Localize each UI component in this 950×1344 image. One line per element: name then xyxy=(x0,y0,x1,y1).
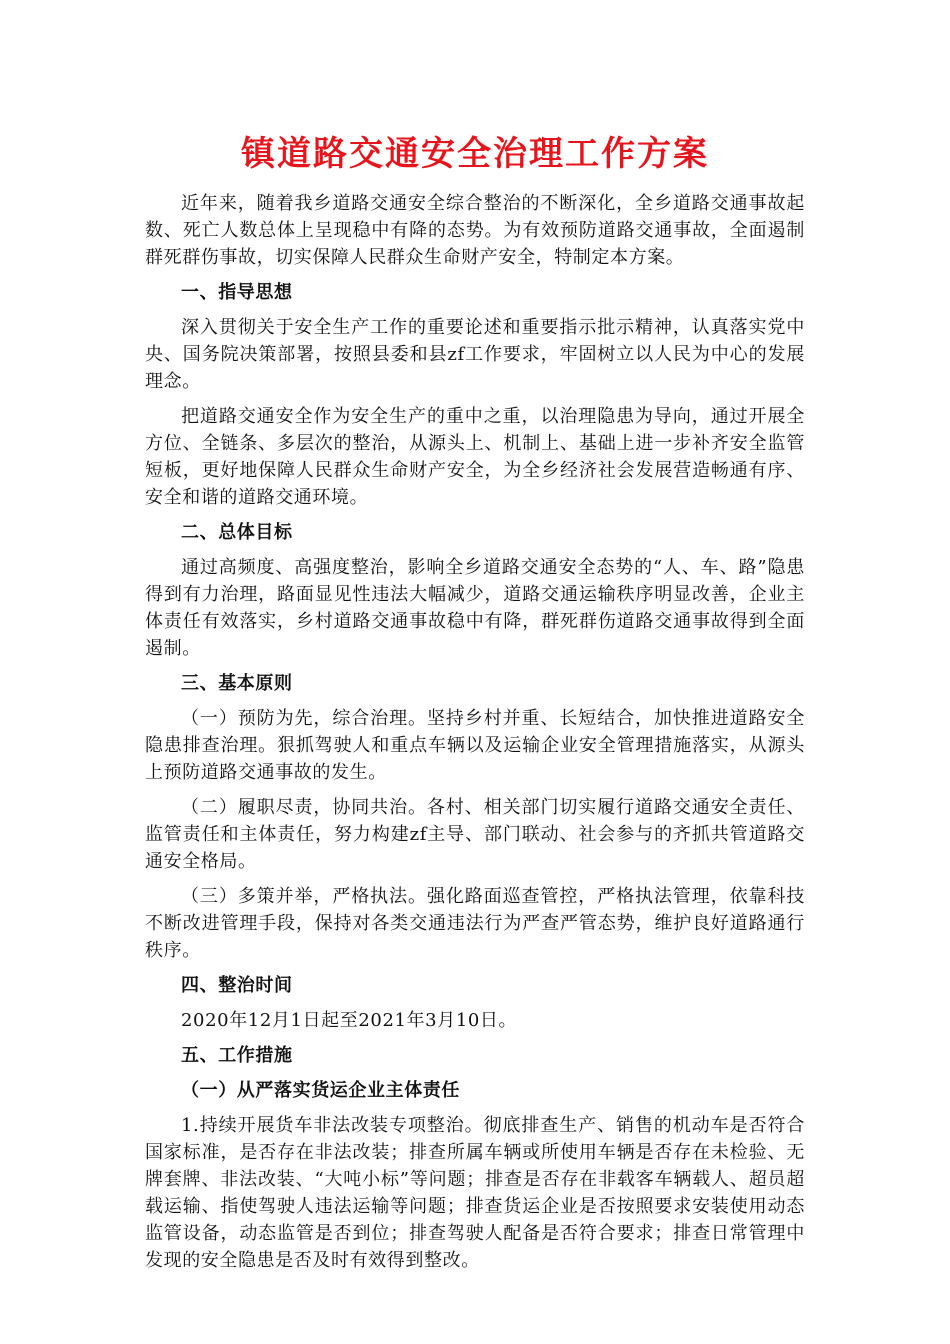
paragraph: 深入贯彻关于安全生产工作的重要论述和重要指示批示精神，认真落实党中央、国务院决策部署，按照县委和县zf工作要求，牢固树立以人民为中心的发展理念。 xyxy=(145,317,805,392)
intro-paragraph: 近年来，随着我乡道路交通安全综合整治的不断深化，全乡道路交通事故起数、死亡人数总体上呈现稳中有降的态势。为有效预防道路交通事故，全面遏制群死群伤事故，切实保障人民群众生命财产安全，特制定本方案。 xyxy=(145,193,805,268)
section-heading-work-measures: 五、工作措施 xyxy=(181,1045,293,1066)
document-title: 镇道路交通安全治理工作方案 xyxy=(241,134,709,174)
section-heading-guiding-ideology: 一、指导思想 xyxy=(181,282,293,303)
paragraph: （三）多策并举，严格执法。强化路面巡查管控，严格执法管理，依靠科技不断改进管理手段，保持对各类交通违法行为严查严管态势，维护良好道路通行秩序。 xyxy=(145,886,805,961)
paragraph: 把道路交通安全作为安全生产的重中之重，以治理隐患为导向，通过开展全方位、全链条、多层次的整治，从源头上、机制上、基础上进一步补齐安全监管短板，更好地保障人民群众生命财产安全，为全乡经济社会发展营造畅通有序、安全和谐的道路交通环境。 xyxy=(145,406,805,508)
paragraph: 1.持续开展货车非法改装专项整治。彻底排查生产、销售的机动车是否符合国家标准，是否存在非法改装；排查所属车辆或所使用车辆是否存在未检验、无牌套牌、非法改装、“大吨小标”等问题；排查是否存在非载客车辆载人、超员超载运输、指使驾驶人违法运输等问题；排查货运企业是否按照要求安装使用动态监管设备，动态监管是否到位；排查驾驶人配备是否符合要求；排查日常管理中发现的安全隐患是否及时有效得到整改。 xyxy=(145,1115,805,1271)
document-page xyxy=(145,132,805,1274)
section-heading-basic-principles: 三、基本原则 xyxy=(181,673,293,694)
paragraph: 通过高频度、高强度整治，影响全乡道路交通安全态势的“人、车、路”隐患得到有力治理，路面显见性违法大幅减少，道路交通运输秩序明显改善，企业主体责任有效落实，乡村道路交通事故稳中有降，群死群伤道路交通事故得到全面遏制。 xyxy=(145,557,805,659)
paragraph: 2020年12月1日起至2021年3月10日。 xyxy=(181,1010,518,1031)
section-heading-overall-goal: 二、总体目标 xyxy=(181,522,293,543)
paragraph: （二）履职尽责，协同共治。各村、相关部门切实履行道路交通安全责任、监管责任和主体责任，努力构建zf主导、部门联动、社会参与的齐抓共管道路交通安全格局。 xyxy=(145,797,805,872)
subsection-heading: （一）从严落实货运企业主体责任 xyxy=(181,1080,460,1101)
paragraph: （一）预防为先，综合治理。坚持乡村并重、长短结合，加快推进道路安全隐患排查治理。狠抓驾驶人和重点车辆以及运输企业安全管理措施落实，从源头上预防道路交通事故的发生。 xyxy=(145,708,805,783)
section-heading-rectification-period: 四、整治时间 xyxy=(181,975,293,996)
